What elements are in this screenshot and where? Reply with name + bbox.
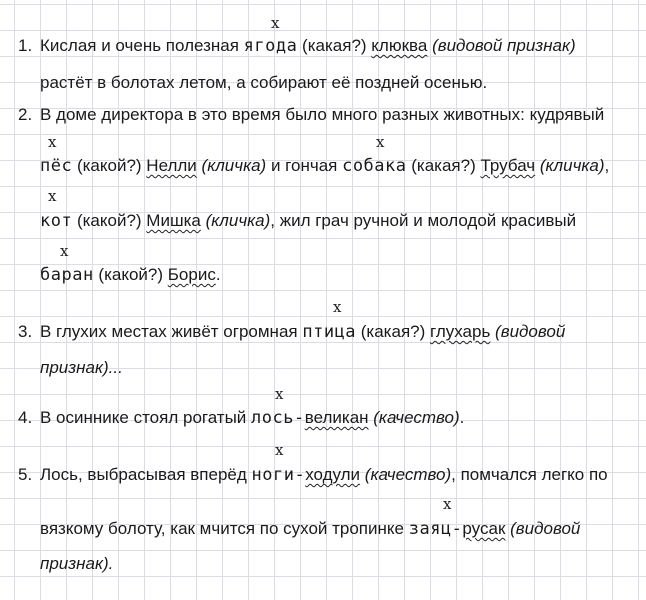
noun-marker-2a: x — [48, 133, 57, 151]
noun-word: птица — [302, 322, 357, 342]
appositive-word: великан — [304, 408, 369, 427]
appositive-word: глухарь — [430, 322, 491, 341]
appositive-word: ходули — [305, 465, 361, 484]
appositive-note: (кличка) — [535, 156, 605, 175]
appositive-note: признак). — [40, 554, 114, 573]
item-number: 5. — [18, 465, 33, 484]
item-2-line-3: кот (какой?) Мишка (кличка), жил грач ручной и молодой красивый — [40, 211, 577, 231]
appositive-word: Нелли — [146, 156, 197, 175]
noun-marker-2c: x — [48, 187, 57, 205]
item-3-line-1: 3. В глухих местах живёт огромная птица (какая?) глухарь (видовой — [18, 322, 566, 342]
noun-marker-2b: x — [376, 133, 385, 151]
noun-marker-5a: x — [275, 441, 284, 459]
noun-word: собака — [342, 156, 407, 176]
item-2-line-1: 2. В доме директора в это время было много разных животных: кудрявый — [18, 105, 605, 124]
item-1-line-1: 1. Кислая и очень полезная ягода (какая?) клюква (видовой признак) — [18, 36, 576, 56]
appositive-note: (качество) — [360, 465, 452, 484]
item-2-line-2: пёс (какой?) Нелли (кличка) и гончая собака (какая?) Трубач (кличка), — [40, 156, 610, 176]
item-3-line-2 — [40, 358, 123, 378]
item-2-line-4: баран (какой?) Борис. — [40, 265, 221, 285]
noun-word: ноги — [251, 465, 295, 485]
item-4-line-1: 4. В осиннике стоял рогатый лось-великан (качество). — [18, 408, 465, 428]
item-number: 3. — [18, 322, 33, 341]
noun-marker-1: x — [271, 14, 280, 32]
appositive-note: (кличка) — [200, 211, 271, 230]
item-5-line-1: 5. Лось, выбрасывая вперёд ноги-ходули (качество), помчался легко по — [18, 465, 608, 485]
noun-marker-3: x — [333, 298, 342, 316]
noun-marker-4: x — [275, 385, 284, 403]
appositive-note: признак)... — [40, 358, 123, 377]
noun-word: кот — [40, 211, 73, 231]
appositive-note: (видовой признак) — [432, 36, 576, 55]
item-number: 1. — [18, 36, 33, 55]
appositive-note: (качество) — [368, 408, 460, 427]
appositive-word: Борис — [167, 265, 216, 284]
noun-word: пёс — [40, 156, 73, 176]
noun-word: лось — [251, 408, 294, 428]
appositive-note: (кличка) — [196, 156, 267, 175]
noun-marker-2d: x — [60, 242, 69, 260]
appositive-word: русак — [462, 519, 506, 538]
appositive-note: (видовой — [505, 519, 581, 538]
noun-word: ягода — [243, 36, 298, 56]
item-number: 2. — [18, 105, 33, 124]
item-number: 4. — [18, 408, 33, 427]
noun-marker-5b: x — [443, 495, 452, 513]
item-5-line-2: вязкому болоту, как мчится по сухой тропинке заяц-русак (видовой — [40, 519, 581, 539]
appositive-word: Мишка — [146, 211, 201, 230]
item-5-line-3 — [40, 554, 113, 574]
noun-word: баран — [40, 265, 94, 285]
item-1-line-2: растёт в болотах летом, а собирают её поздней осенью. — [40, 73, 488, 92]
appositive-word: клюква — [371, 36, 428, 55]
noun-word: заяц — [408, 519, 452, 539]
appositive-word: Трубач — [480, 156, 536, 175]
appositive-note: (видовой — [490, 322, 566, 341]
